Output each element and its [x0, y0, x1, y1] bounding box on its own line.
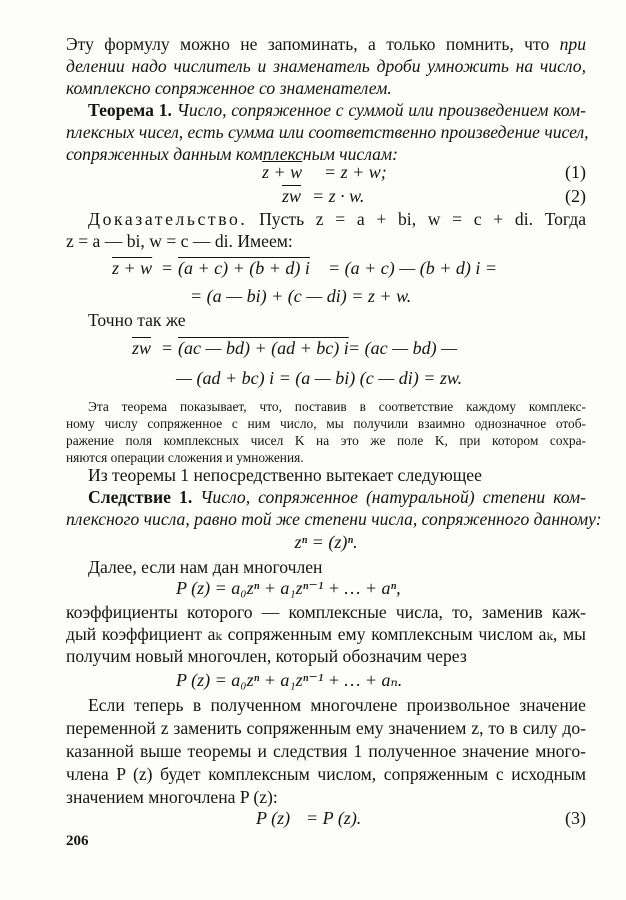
intro-line-3: комплексно сопряженное со знаменателем. — [66, 78, 392, 98]
theorem-label: Теорема 1. — [88, 100, 172, 120]
intro-line-2: делении надо числитель и знаменатель дроби умножить на число, — [66, 56, 586, 76]
page-number: 206 — [66, 833, 89, 849]
proof-line-1: Доказательство. Пусть z = a + bi, w = c + di. Тогда — [88, 209, 587, 229]
final-line-5: значением многочлена P (z): — [66, 787, 278, 807]
proof-label: Доказательство. — [88, 209, 248, 229]
equation-3-number: (3) — [565, 808, 586, 828]
remark-line-4: няются операции сложения и умножения. — [66, 450, 304, 465]
coef-line-3: получим новый многочлен, который обозначим через — [66, 646, 467, 666]
equation-power: zⁿ = (z)ⁿ. — [294, 532, 358, 552]
remark-line-2: ному числу сопряженное с ним число, мы получили взаимно однозначное отоб- — [66, 416, 586, 431]
final-line-4: члена P (z) будет комплексным числом, сопряженным с исходным — [66, 764, 586, 784]
theorem-line-3: сопряженных данным комплексным числам: — [66, 144, 398, 164]
corollary-line-2: плексного числа, равно той же степени числа, сопряженного данному: — [66, 509, 602, 529]
final-line-3: казанной выше теоремы и следствия 1 полученное значение много- — [66, 741, 586, 761]
tochno-line: Точно так же — [88, 310, 186, 330]
final-line-1: Если теперь в полученном многочлене произвольное значение — [88, 695, 586, 715]
coef-line-1: коэффициенты которого — комплексные числа, то, заменив каж- — [66, 602, 586, 622]
theorem-line-1: Теорема 1. Число, сопряженное с суммой или произведением ком- — [88, 100, 586, 120]
remark-line-1: Эта теорема показывает, что, поставив в соответствие каждому комплекс- — [88, 399, 586, 414]
follows-line: Из теоремы 1 непосредственно вытекает следующее — [88, 465, 482, 485]
book-page: Эту формулу можно не запоминать, а только помнить, что при делении надо числитель и знаменатель дроби умножить на число, комплексно сопряженное со знаменателем. Теорема 1. Число, сопряженное с суммой или произведением ком- плексных чисел, есть сумма или соответственно произведение чисел, сопряженных данным комплексным числам: z + w = z + w; (1) $\overline{zw}$ = z · w. (2) Доказательство. Пусть z = a + bi, w = c + di. Тогда z = a — bi, w = c — di. Имеем: z + w = (a + c) + (b + d) i = (a + c) — (b + d) i = = (a — bi) + (c — di) = z + w. Точно так же $\overline{zw}$ = (ac — bd) + (ad + bc) i = (ac — bd) — — (ad + bc) i = (a — bi) (c — di) = zw. Эта теорема показывает, что, поставив в соответствие каждому комплекс- ному числу сопряженное с ним число, мы получили взаимно однозначное отоб- ражение поля комплексных чисел K на это же поле K, при котором сохра- няются операции сложения и умножения. Из теоремы 1 непосредственно вытекает следующее Следствие 1. Число, сопряженное (натуральной) степени ком- плексного числа, равно той же степени числа, сопряженного данному: zⁿ = (z)ⁿ. Далее, если нам дан многочлен P (z) = a₀zⁿ + a₁zⁿ⁻¹ + … + aⁿ, коэффициенты которого — комплексные числа, то, заменив каж- дый коэффициент aₖ сопряженным ему комплексным числом aₖ, мы получим новый многочлен, который обозначим через P (z) = a₀zⁿ + a₁zⁿ⁻¹ + … + aₙ. Если теперь в полученном многочлене произвольное значение переменной z заменить сопряженным ему значением z, то в силу до- казанной выше теоремы и следствия 1 полученное значение много- члена P (z) будет комплексным числом, сопряженным с исходным значением многочлена P (z): P (z) = P (z). (3) 206 — [66, 34, 602, 849]
remark-line-3: ражение поля комплексных чисел K на это же поле K, при котором сохра- — [66, 433, 586, 448]
corollary-line-1: Следствие 1. Число, сопряженное (натуральной) степени ком- — [88, 487, 586, 507]
dalee-line: Далее, если нам дан многочлен — [88, 557, 323, 577]
equation-2-number: (2) — [565, 186, 586, 206]
coef-line-2: дый коэффициент aₖ сопряженным ему комплексным числом aₖ, мы — [66, 624, 586, 644]
intro-line-1: Эту формулу можно не запоминать, а только помнить, что при — [66, 34, 586, 54]
final-line-2: переменной z заменить сопряженным ему значением z, то в силу до- — [66, 718, 586, 738]
equation-1-number: (1) — [565, 162, 586, 182]
theorem-line-2: плексных чисел, есть сумма или соответственно произведение чисел, — [66, 122, 589, 142]
corollary-label: Следствие 1. — [88, 487, 193, 507]
proof-line-2: z = a — bi, w = c — di. Имеем: — [66, 231, 293, 251]
